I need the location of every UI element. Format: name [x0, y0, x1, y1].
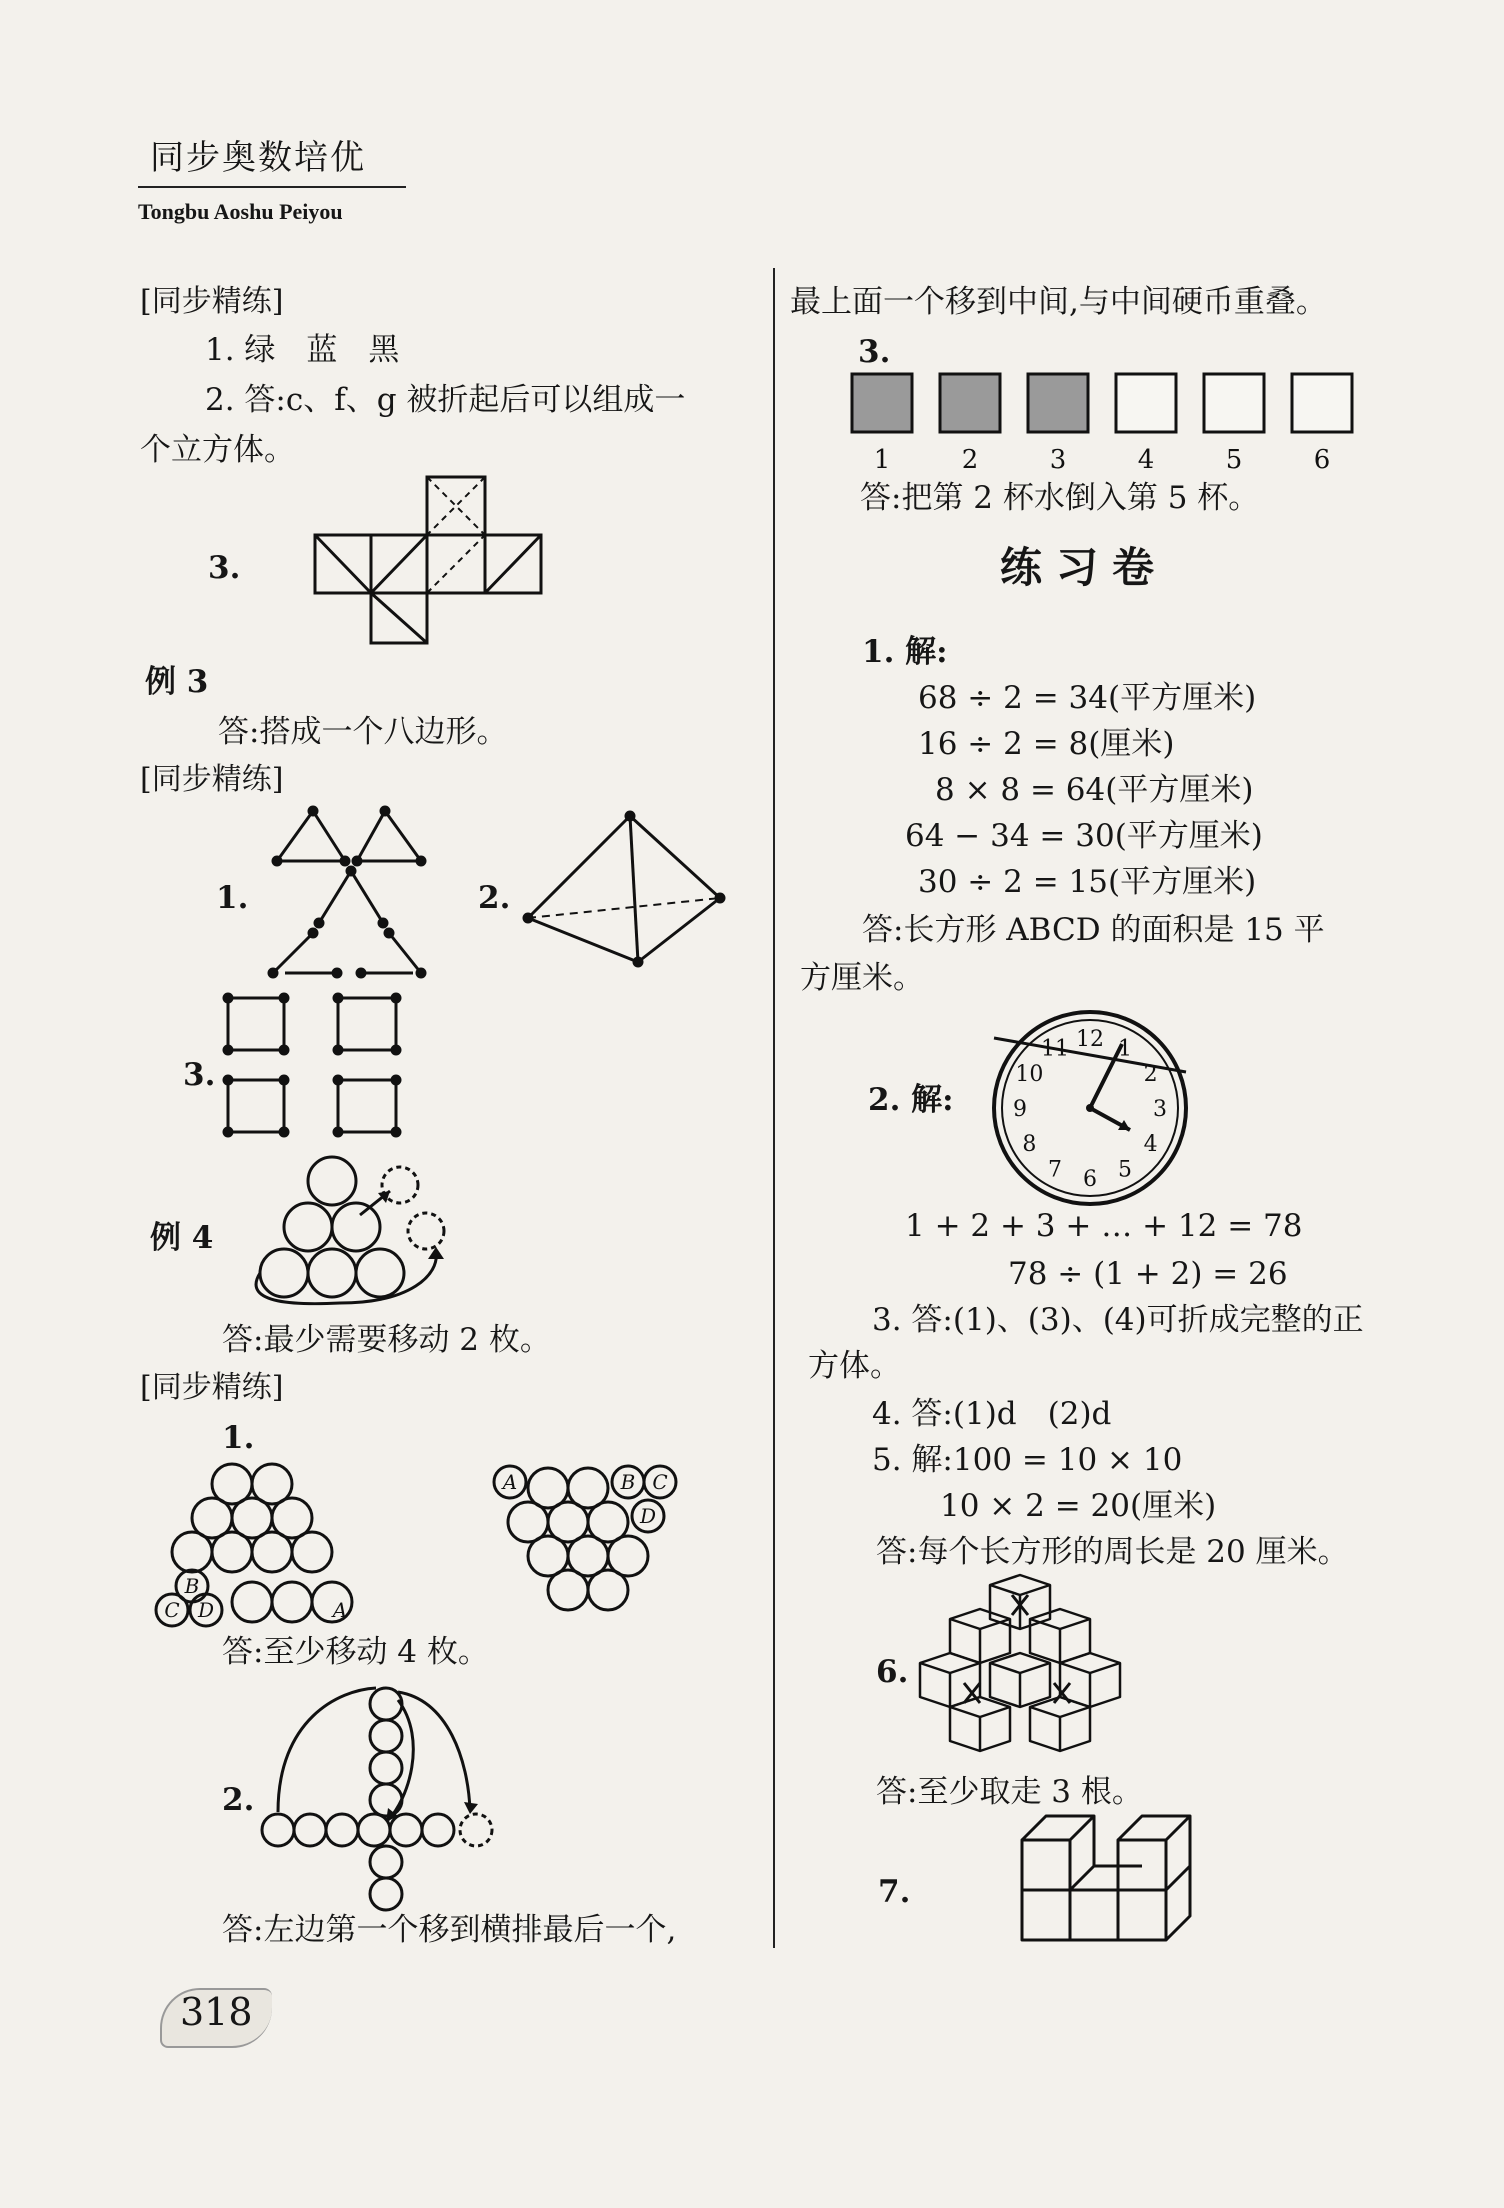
cube-net-figure	[315, 475, 545, 645]
practice-q1-line-3: 8 × 8 = 64(平方厘米)	[935, 772, 1254, 808]
coin-letter-A-left: A	[332, 1598, 348, 1622]
example3-label: 例 3	[145, 664, 209, 700]
cups-svg	[852, 374, 1392, 474]
cup-label: 2	[961, 445, 979, 475]
block-structure-figure	[1018, 1810, 1198, 1960]
coin-letter-A-right: A	[502, 1470, 518, 1494]
example3-answer: 答:搭成一个八边形。	[218, 714, 508, 750]
cup-5	[1204, 374, 1264, 432]
coin-triangle-left	[150, 1462, 370, 1627]
clock-number: 1	[1118, 1036, 1132, 1062]
sync3-q1-label: 1.	[222, 1420, 255, 1456]
practice-q4: 4. 答:(1)d (2)d	[872, 1396, 1112, 1432]
example4-label: 例 4	[150, 1220, 214, 1256]
clock-number: 11	[1041, 1036, 1069, 1062]
coin-letter-D-left: D	[197, 1598, 215, 1622]
practice-q2-label: 2. 解:	[868, 1082, 954, 1118]
continuation-line: 最上面一个移到中间,与中间硬币重叠。	[790, 284, 1327, 320]
cup-label: 4	[1137, 445, 1155, 475]
practice-title: 练习卷	[1000, 543, 1169, 592]
sync3-q2-label: 2.	[222, 1782, 255, 1818]
coin-letter-D-right: D	[639, 1504, 657, 1528]
cups-row	[852, 374, 1392, 474]
cup-3	[1028, 374, 1088, 432]
practice-q1-answer-line2: 方厘米。	[800, 960, 924, 996]
clock-number: 3	[1153, 1097, 1167, 1122]
coin-triangle-figure	[240, 1155, 460, 1305]
practice-q7-label: 7.	[878, 1874, 911, 1910]
clock-number: 7	[1048, 1157, 1062, 1183]
clock-number: 2	[1143, 1062, 1158, 1087]
cup-label: 6	[1313, 445, 1331, 475]
cup-6	[1292, 374, 1352, 432]
clock-number: 5	[1118, 1157, 1132, 1183]
sync-heading-2: [同步精练]	[140, 762, 284, 797]
coin-letter-B-left: B	[184, 1574, 200, 1598]
cup-2	[940, 374, 1000, 432]
matchstick-octagon-figure	[265, 805, 435, 980]
sync1-q2-line1: 2. 答:c、f、g 被折起后可以组成一	[205, 382, 686, 418]
practice-q6-answer: 答:至少取走 3 根。	[876, 1774, 1143, 1810]
coin-cross-figure	[258, 1680, 498, 1920]
sync1-q3-label: 3.	[208, 550, 241, 586]
sync3-q1-answer: 答:至少移动 4 枚。	[222, 1634, 489, 1670]
clock-number: 8	[1022, 1132, 1037, 1157]
cube-hexagon-figure	[920, 1575, 1130, 1765]
practice-q1-line-2: 16 ÷ 2 = 8(厘米)	[918, 726, 1175, 762]
sync2-q3-label: 3.	[183, 1057, 216, 1093]
practice-q5-line1: 5. 解:100 = 10 × 10	[872, 1442, 1183, 1478]
cup-1	[852, 374, 912, 432]
practice-q1-line-5: 30 ÷ 2 = 15(平方厘米)	[918, 864, 1257, 900]
sync-heading-3: [同步精练]	[140, 1370, 284, 1405]
coin-letter-C-left: C	[164, 1598, 180, 1622]
sync1-q1: 1. 绿 蓝 黑	[205, 332, 400, 368]
cup-label: 5	[1225, 445, 1243, 475]
cups-answer: 答:把第 2 杯水倒入第 5 杯。	[860, 480, 1260, 516]
clock-number: 10	[1015, 1062, 1044, 1087]
coin-letter-C-right: C	[652, 1470, 668, 1494]
header-title: 同步奥数培优	[150, 138, 366, 178]
clock-figure	[990, 1008, 1190, 1208]
tetrahedron-figure	[520, 810, 730, 980]
coin-letter-B-right: B	[620, 1470, 636, 1494]
cups-q3-label: 3.	[858, 334, 891, 370]
practice-q3-line2: 方体。	[808, 1348, 901, 1384]
coin-triangle-right	[490, 1462, 700, 1627]
sync3-q2-answer-line1: 答:左边第一个移到横排最后一个,	[222, 1912, 677, 1948]
cup-label: 1	[873, 445, 891, 475]
practice-q2-eq1: 1 + 2 + 3 + … + 12 = 78	[905, 1208, 1303, 1244]
clock-number: 6	[1083, 1167, 1097, 1192]
practice-q5-line2: 10 × 2 = 20(厘米)	[940, 1488, 1217, 1524]
sync2-q2-label: 2.	[478, 880, 511, 916]
sync2-q1-label: 1.	[216, 880, 249, 916]
column-divider	[773, 268, 775, 1948]
cup-label: 3	[1049, 445, 1067, 475]
header-rule	[138, 186, 406, 188]
cup-4	[1116, 374, 1176, 432]
page-number: 318	[180, 1990, 253, 2034]
practice-q2-eq2: 78 ÷ (1 + 2) = 26	[1008, 1256, 1288, 1292]
clock-number: 12	[1076, 1027, 1104, 1052]
practice-q5-answer: 答:每个长方形的周长是 20 厘米。	[876, 1534, 1349, 1570]
practice-q1-line-4: 64 − 34 = 30(平方厘米)	[905, 818, 1263, 854]
sync1-q2-line2: 个立方体。	[140, 432, 295, 468]
clock-center	[1086, 1104, 1094, 1112]
clock-number: 9	[1013, 1097, 1027, 1122]
clock-number: 4	[1143, 1132, 1158, 1157]
example4-answer: 答:最少需要移动 2 枚。	[222, 1322, 551, 1358]
sync-heading-1: [同步精练]	[140, 284, 284, 319]
practice-q1-label: 1. 解:	[862, 634, 948, 670]
practice-q1-answer-line1: 答:长方形 ABCD 的面积是 15 平	[862, 912, 1325, 948]
practice-q3-line1: 3. 答:(1)、(3)、(4)可折成完整的正	[872, 1302, 1364, 1338]
practice-q1-line-1: 68 ÷ 2 = 34(平方厘米)	[918, 680, 1257, 716]
four-squares-figure	[220, 992, 410, 1142]
header-subtitle: Tongbu Aoshu Peiyou	[138, 199, 343, 224]
practice-q6-label: 6.	[876, 1654, 909, 1690]
